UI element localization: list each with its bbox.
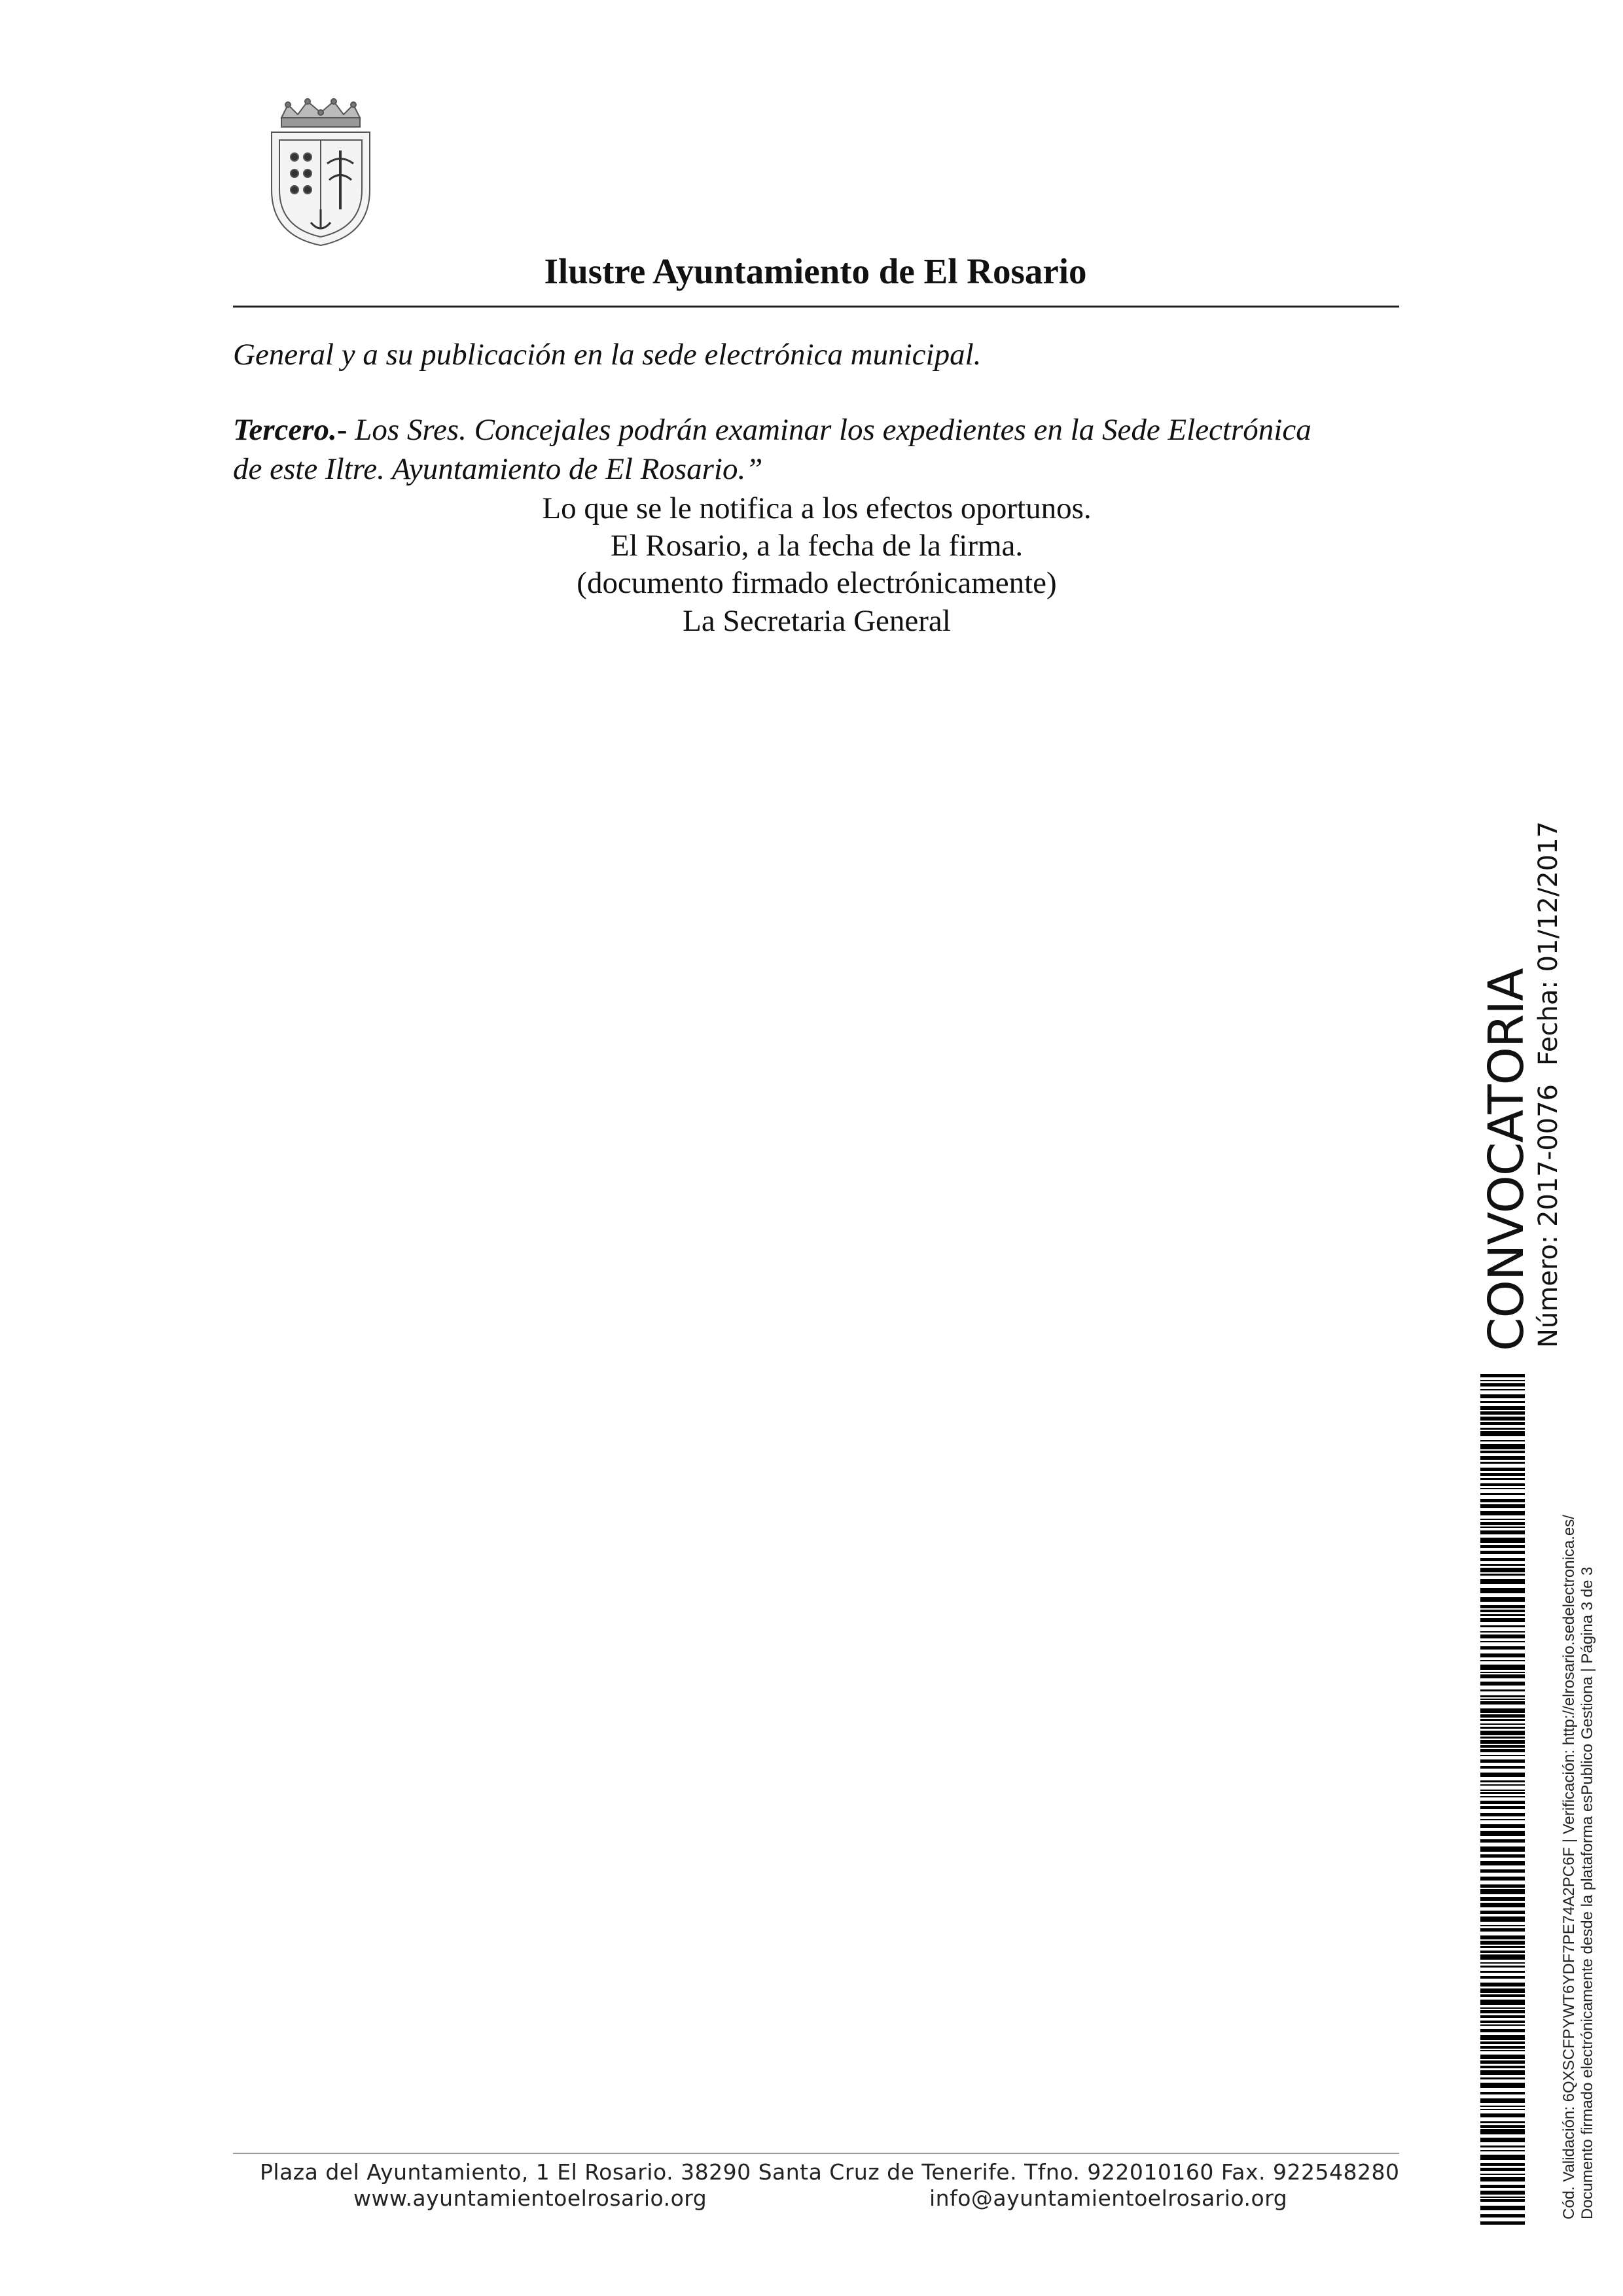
barcode-bar: [1480, 1925, 1525, 1926]
barcode-bar: [1480, 1672, 1525, 1673]
barcode-bar: [1480, 2024, 1525, 2026]
barcode-bar: [1480, 1897, 1525, 1901]
barcode-bar: [1480, 2041, 1525, 2044]
barcode-bar: [1480, 1579, 1525, 1584]
barcode-bar: [1480, 2214, 1525, 2217]
barcode-bar: [1480, 1530, 1525, 1534]
barcode-bar: [1480, 1755, 1525, 1756]
barcode-bar: [1480, 1773, 1525, 1777]
barcode-bar: [1480, 1699, 1525, 1700]
barcode-bar: [1480, 1806, 1525, 1809]
barcode-bar: [1480, 1792, 1525, 1794]
barcode-bar: [1480, 1988, 1525, 1993]
barcode-bar: [1480, 2055, 1525, 2059]
barcode-bar: [1480, 2046, 1525, 2049]
footer-address: Plaza del Ayuntamiento, 1 El Rosario. 38290 Santa Cruz de Tenerife. Tfno. 922010160 Fax. 922548280: [260, 2159, 1400, 2185]
barcode-bar: [1480, 1519, 1525, 1520]
barcode-bar: [1480, 2010, 1525, 2013]
barcode-bar: [1480, 2098, 1525, 2103]
barcode-bar: [1480, 1401, 1525, 1403]
barcode-bar: [1480, 1714, 1525, 1718]
barcode-bar: [1480, 1605, 1525, 1608]
barcode-bar: [1480, 1564, 1525, 1566]
barcode-bar: [1480, 1504, 1525, 1508]
barcode-bar: [1480, 1911, 1525, 1914]
barcode-bar: [1480, 1568, 1525, 1572]
barcode-bar: [1480, 2163, 1525, 2166]
barcode-bar: [1480, 1380, 1525, 1381]
barcode-bar: [1480, 1701, 1525, 1704]
barcode-bar: [1480, 1983, 1525, 1987]
barcode-bar: [1480, 1846, 1525, 1852]
barcode-bar: [1480, 1618, 1525, 1622]
barcode-bar: [1480, 1740, 1525, 1744]
barcode-bar: [1480, 1478, 1525, 1480]
barcode-bar: [1480, 1737, 1525, 1739]
barcode-bar: [1480, 2029, 1525, 2032]
barcode-bar: [1480, 2185, 1525, 2188]
barcode-bar: [1480, 1889, 1525, 1894]
barcode-bar: [1480, 1674, 1525, 1678]
barcode-bar: [1480, 1653, 1525, 1657]
barcode-bar: [1480, 2083, 1525, 2088]
barcode-bar: [1480, 1824, 1525, 1828]
barcode-bar: [1480, 1499, 1525, 1502]
barcode-bar: [1480, 1462, 1525, 1464]
barcode-bar: [1480, 1488, 1525, 1489]
barcode-bar: [1480, 2077, 1525, 2079]
barcode-bar: [1480, 1689, 1525, 1691]
barcode-bar: [1480, 1951, 1525, 1953]
barcode-bar: [1480, 1708, 1525, 1713]
barcode-bar: [1480, 1916, 1525, 1922]
barcode-bar: [1480, 1422, 1525, 1425]
barcode-bar: [1480, 2174, 1525, 2175]
barcode-bar: [1480, 2060, 1525, 2064]
closing-line-3: (documento firmado electrónicamente): [577, 566, 1057, 600]
barcode-bar: [1480, 1884, 1525, 1888]
barcode-bar: [1480, 1971, 1525, 1973]
body-paragraph-tercero-cont: de este Iltre. Ayuntamiento de El Rosario.”: [233, 452, 763, 486]
footer-website-link[interactable]: www.ayuntamientoelrosario.org: [353, 2185, 707, 2211]
barcode-bar: [1480, 1928, 1525, 1932]
barcode-bar: [1480, 1493, 1525, 1495]
closing-line-1: Lo que se le notifica a los efectos oportunos.: [542, 491, 1092, 525]
barcode-bar: [1480, 1877, 1525, 1881]
barcode-bar: [1480, 2129, 1525, 2134]
barcode-bar: [1480, 1406, 1525, 1410]
barcode-bar: [1480, 1660, 1525, 1661]
barcode-bar: [1480, 1483, 1525, 1486]
barcode-bar: [1480, 2199, 1525, 2202]
barcode-bar: [1480, 2121, 1525, 2123]
barcode-bar: [1480, 1719, 1525, 1721]
barcode-bar: [1480, 1954, 1525, 1960]
barcode-bar: [1480, 2197, 1525, 2198]
barcode-bar: [1480, 1665, 1525, 1670]
barcode-bar: [1480, 2000, 1525, 2005]
barcode-bar: [1480, 1417, 1525, 1421]
barcode-bar: [1480, 1801, 1525, 1804]
closing-line-2: El Rosario, a la fecha de la firma.: [610, 529, 1024, 563]
barcode-bar: [1480, 2168, 1525, 2171]
barcode-bar: [1480, 1766, 1525, 1769]
barcode-bar: [1480, 1428, 1525, 1430]
signature-title: La Secretaria General: [683, 604, 951, 638]
barcode-bar: [1480, 1962, 1525, 1964]
barcode-bar: [1480, 1941, 1525, 1945]
barcode-bar: [1480, 1551, 1525, 1554]
barcode-bar: [1480, 2106, 1525, 2107]
barcode-bar: [1480, 2092, 1525, 2094]
barcode-bar: [1480, 2221, 1525, 2225]
barcode-bar: [1480, 1522, 1525, 1525]
barcode-bar: [1480, 1966, 1525, 1968]
platform-signature-text: Documento firmado electrónicamente desde la plataforma esPublico Gestiona | Página 3 de 3: [1578, 1566, 1596, 2219]
barcode-bar: [1480, 1976, 1525, 1979]
barcode-bar: [1480, 1558, 1525, 1561]
page-header-title: Ilustre Ayuntamiento de El Rosario: [544, 251, 1087, 291]
barcode-bar: [1480, 2177, 1525, 2181]
body-paragraph-tercero: [233, 410, 1400, 450]
barcode-bar: [1480, 1574, 1525, 1576]
doc-number: Número: 2017-0076: [1533, 1084, 1563, 1348]
barcode-bar: [1480, 1935, 1525, 1939]
barcode-bar: [1480, 1869, 1525, 1873]
barcode-bar: [1480, 1511, 1525, 1515]
validation-barcode: [1480, 1374, 1525, 2225]
barcode-bar: [1480, 1839, 1525, 1843]
barcode-bar: [1480, 1588, 1525, 1593]
barcode-bar: [1480, 1374, 1525, 1377]
barcode-bar: [1480, 1749, 1525, 1752]
barcode-bar: [1480, 1903, 1525, 1907]
barcode-bar: [1480, 1813, 1525, 1816]
footer-divider: [233, 2153, 1399, 2154]
barcode-bar: [1480, 2007, 1525, 2009]
barcode-bar: [1480, 1682, 1525, 1686]
barcode-bar: [1480, 1641, 1525, 1642]
barcode-bar: [1480, 1759, 1525, 1763]
barcode-bar: [1480, 1451, 1525, 1453]
barcode-bar: [1480, 2146, 1525, 2147]
header-divider: [233, 306, 1399, 308]
barcode-bar: [1480, 1631, 1525, 1633]
barcode-bar: [1480, 1625, 1525, 1627]
barcode-bar: [1480, 1634, 1525, 1638]
tercero-text: - Los Sres. Concejales podrán examinar los expedientes en la Sede Electrónica: [336, 413, 1311, 447]
barcode-bar: [1480, 2109, 1525, 2110]
barcode-bar: [1480, 1468, 1525, 1471]
barcode-bar: [1480, 2050, 1525, 2051]
barcode-bar: [1480, 1790, 1525, 1791]
barcode-bar: [1480, 2150, 1525, 2151]
barcode-bar: [1480, 1411, 1525, 1415]
barcode-bar: [1480, 1383, 1525, 1386]
barcode-bar: [1480, 1727, 1525, 1729]
barcode-bar: [1480, 1527, 1525, 1528]
barcode-bar: [1480, 2125, 1525, 2128]
barcode-bar: [1480, 1614, 1525, 1616]
barcode-bar: [1480, 1473, 1525, 1476]
doc-date: Fecha: 01/12/2017: [1533, 821, 1563, 1066]
barcode-bar: [1480, 2035, 1525, 2040]
barcode-bar: [1480, 1440, 1525, 1441]
barcode-bar: [1480, 1394, 1525, 1398]
barcode-bar: [1480, 1819, 1525, 1820]
barcode-bar: [1480, 1861, 1525, 1865]
footer-email-link[interactable]: info@ayuntamientoelrosario.org: [929, 2185, 1288, 2211]
barcode-bar: [1480, 2070, 1525, 2075]
barcode-bar: [1480, 1854, 1525, 1858]
barcode-bar: [1480, 1745, 1525, 1748]
barcode-bar: [1480, 1784, 1525, 1786]
barcode-bar: [1480, 1723, 1525, 1725]
barcode-bar: [1480, 1731, 1525, 1735]
barcode-bar: [1480, 1646, 1525, 1650]
barcode-bar: [1480, 1389, 1525, 1390]
municipal-crest-logo: [259, 98, 383, 249]
barcode-bar: [1480, 1444, 1525, 1449]
body-paragraph-1: General y a su publicación en la sede electrónica municipal.: [233, 338, 982, 372]
barcode-bar: [1480, 1456, 1525, 1460]
barcode-bar: [1480, 2138, 1525, 2142]
barcode-bar: [1480, 1780, 1525, 1782]
barcode-bar: [1480, 1597, 1525, 1602]
barcode-bar: [1480, 2066, 1525, 2068]
doc-type-stamp: CONVOCATORIA: [1478, 968, 1535, 1351]
barcode-bar: [1480, 2113, 1525, 2117]
barcode-bar: [1480, 2015, 1525, 2018]
doc-number-date: [1534, 803, 1563, 1348]
barcode-bar: [1480, 2021, 1525, 2023]
barcode-bar: [1480, 1431, 1525, 1436]
barcode-bar: [1480, 1994, 1525, 1997]
barcode-bar: [1480, 1538, 1525, 1543]
barcode-bar: [1480, 1796, 1525, 1797]
barcode-bar: [1480, 1831, 1525, 1836]
barcode-bar: [1480, 1695, 1525, 1697]
barcode-bar: [1480, 2155, 1525, 2160]
barcode-bar: [1480, 1545, 1525, 1548]
barcode-bar: [1480, 2206, 1525, 2210]
barcode-bar: [1480, 1610, 1525, 1612]
barcode-bar: [1480, 1946, 1525, 1948]
barcode-bar: [1480, 2191, 1525, 2195]
tercero-label: Tercero.: [233, 413, 337, 447]
validation-code-text: Cód. Validación: 6QXSCFPYWT6YDF7PE74A2PC6F | Verificación: http://elrosario.sedelectronica.es/: [1560, 1515, 1578, 2219]
